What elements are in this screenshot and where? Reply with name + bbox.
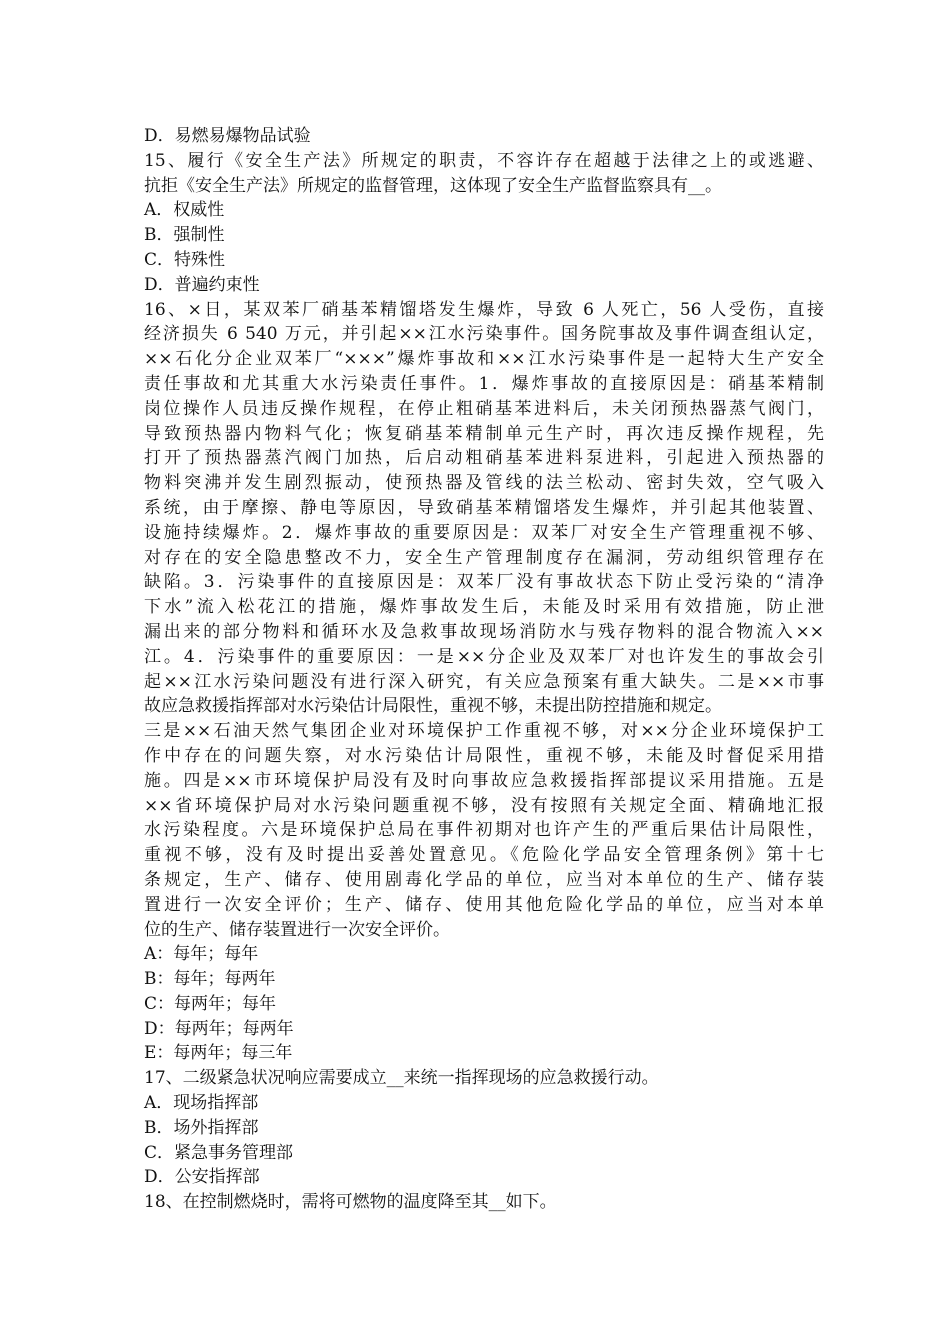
text-line: 对存在的安全隐患整改不力，安全生产管理制度存在漏洞，劳动组织管理存在 [144, 547, 824, 568]
text-line: 故应急救援指挥部对水污染估计局限性，重视不够，未提出防控措施和规定。 [144, 696, 722, 717]
text-line: 三是××石油天然气集团企业对环境保护工作重视不够，对××分企业环境保护工 [144, 721, 824, 742]
text-line: 位的生产、储存装置进行一次安全评价。 [144, 919, 450, 940]
text-line: 漏出来的部分物料和循环水及急救事故现场消防水与残存物料的混合物流入×× [144, 621, 824, 642]
text-line: A．现场指挥部 [144, 1093, 259, 1114]
text-line: C：每两年；每年 [144, 993, 277, 1014]
text-line: ××省环境保护局对水污染问题重视不够，没有按照有关规定全面、精确地汇报 [144, 795, 824, 816]
document-body [144, 124, 824, 1215]
text-line: 15、履行《安全生产法》所规定的职责，不容许存在超越于法律之上的或逃避、 [144, 150, 824, 171]
text-line: D．公安指挥部 [144, 1167, 260, 1188]
text-line: 16、×日，某双苯厂硝基苯精馏塔发生爆炸，导致 6 人死亡，56 人受伤，直接 [144, 299, 824, 320]
text-line: B．强制性 [144, 225, 225, 246]
text-line: E：每两年；每三年 [144, 1043, 293, 1064]
text-line: D：每两年；每两年 [144, 1018, 294, 1039]
text-line: C．紧急事务管理部 [144, 1142, 294, 1163]
text-line: 责任事故和尤其重大水污染责任事件。1．爆炸事故的直接原因是：硝基苯精制 [144, 373, 824, 394]
text-line: 下水”流入松花江的措施，爆炸事故发生后，未能及时采用有效措施，防止泄 [144, 597, 824, 618]
text-line: 17、二级紧急状况响应需要成立__来统一指挥现场的应急救援行动。 [144, 1068, 659, 1089]
text-line: A：每年；每年 [144, 944, 259, 965]
text-line: 置进行一次安全评价；生产、储存、使用其他危险化学品的单位，应当对本单 [144, 894, 824, 915]
text-line: C．特殊性 [144, 249, 226, 270]
text-line: 施。四是××市环境保护局没有及时向事故应急救援指挥部提议采用措施。五是 [144, 770, 824, 791]
text-line: 缺陷。3．污染事件的直接原因是：双苯厂没有事故状态下防止受污染的“清净 [144, 572, 824, 593]
text-line: 条规定，生产、储存、使用剧毒化学品的单位，应当对本单位的生产、储存装 [144, 869, 824, 890]
text-line: 作中存在的问题失察，对水污染估计局限性，重视不够，未能及时督促采用措 [144, 745, 824, 766]
text-line: 经济损失 6 540 万元，并引起××江水污染事件。国务院事故及事件调查组认定， [144, 324, 824, 345]
text-line: B：每年；每两年 [144, 969, 276, 990]
text-line: D．易燃易爆物品试验 [144, 126, 311, 146]
text-line: 水污染程度。六是环境保护总局在事件初期对也许产生的严重后果估计局限性， [144, 820, 824, 841]
text-line: 打开了预热器蒸汽阀门加热，后启动粗硝基苯进料泵进料，引起进入预热器的 [144, 448, 824, 469]
text-line: D．普遍约束性 [144, 274, 260, 295]
text-line: 重视不够，没有及时提出妥善处置意见。《危险化学品安全管理条例》第十七 [144, 845, 824, 866]
text-line: 设施持续爆炸。2．爆炸事故的重要原因是：双苯厂对安全生产管理重视不够、 [144, 522, 824, 543]
text-line: 岗位操作人员违反操作规程，在停止粗硝基苯进料后，未关闭预热器蒸气阀门， [144, 398, 824, 419]
text-line: 18、在控制燃烧时，需将可燃物的温度降至其__如下。 [144, 1192, 557, 1213]
text-line: B．场外指挥部 [144, 1117, 259, 1138]
text-line: 江。4．污染事件的重要原因：一是××分企业及双苯厂对也许发生的事故会引 [144, 646, 824, 667]
text-line: 抗拒《安全生产法》所规定的监督管理，这体现了安全生产监督监察具有__。 [144, 175, 722, 196]
text-line: 物料突沸并发生剧烈振动，使预热器及管线的法兰松动、密封失效，空气吸入 [144, 473, 824, 494]
text-line: 导致预热器内物料气化；恢复硝基苯精制单元生产时，再次违反操作规程，先 [144, 423, 824, 444]
text-line: 系统，由于摩擦、静电等原因，导致硝基苯精馏塔发生爆炸，并引起其他装置、 [144, 497, 824, 518]
text-line: 起××江水污染问题没有进行深入研究，有关应急预案有重大缺失。二是××市事 [144, 671, 824, 692]
text-line: ××石化分企业双苯厂“×××”爆炸事故和××江水污染事件是一起特大生产安全 [144, 349, 824, 370]
text-line: A．权威性 [144, 200, 225, 221]
